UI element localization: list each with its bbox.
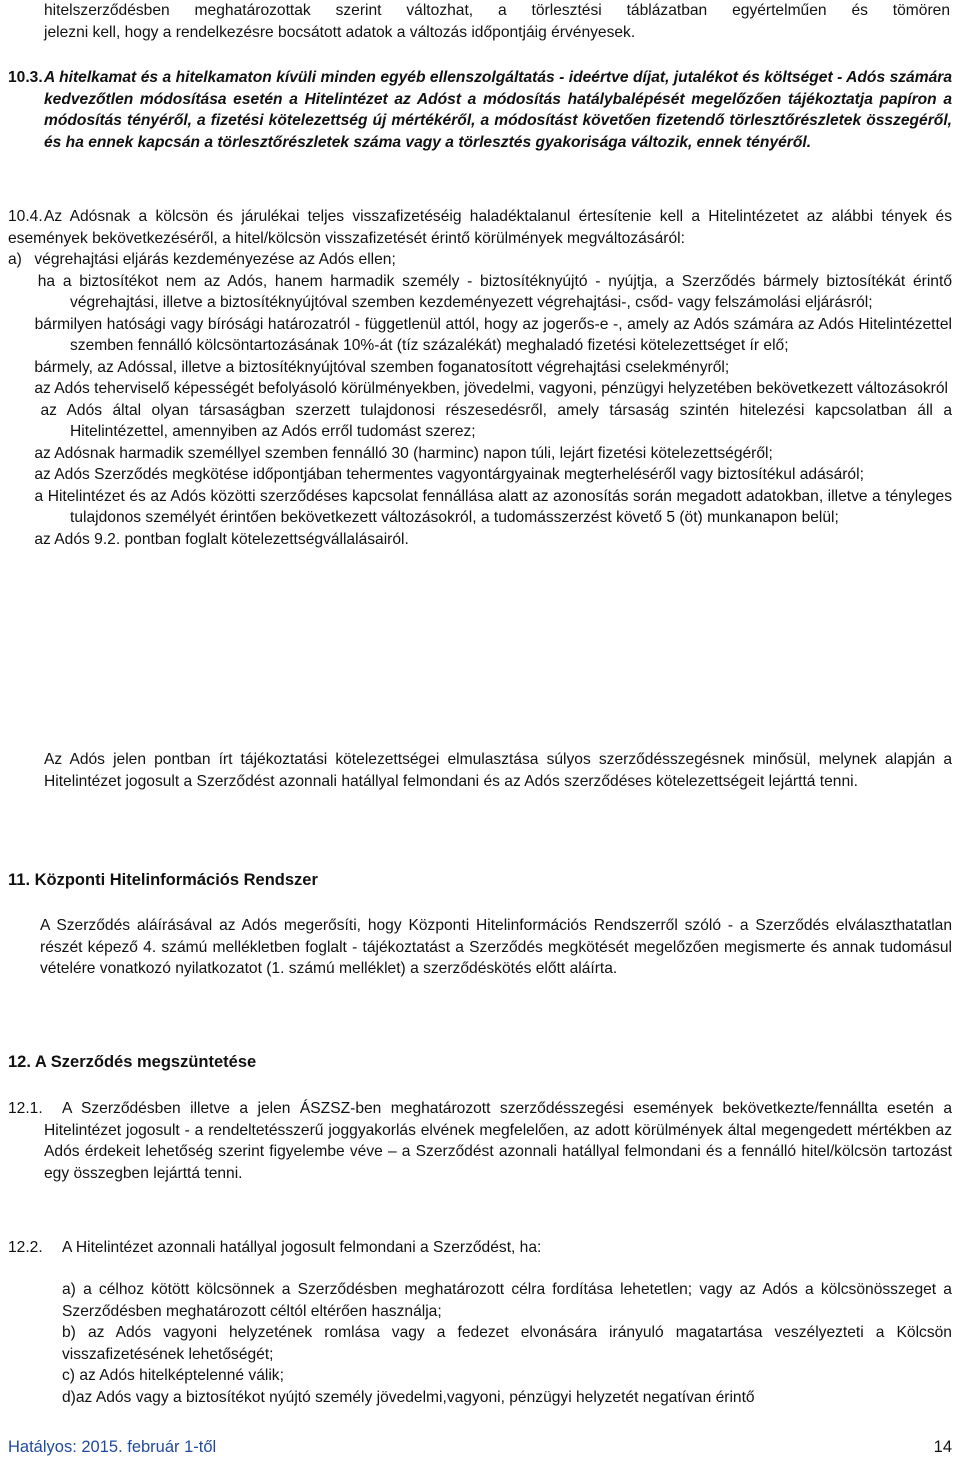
section-number: 12.1. (8, 1100, 43, 1117)
section-text: A Hitelintézet azonnali hatállyal jogosult felmondani a Szerződést, ha: (62, 1239, 542, 1256)
list-item: bármilyen hatósági vagy bírósági határozatról - függetlenül attól, hogy az jogerős-e -, amely az Adós számára az Adós Hitelintézettel szemben fennálló kölcsöntartozásának 10%-át (tíz százalékát) meghaladó fizetési kötelezettséget ír elő; (34, 315, 952, 354)
section-11-heading: 11. Központi Hitelinformációs Rendszer (8, 871, 318, 889)
list-item: b) az Adós vagyoni helyzetének romlása vagy a fedezet elvonására irányuló magatartása veszélyezteti a Kölcsön visszafizetésének lehetőségét; (62, 1324, 952, 1363)
termination-list (62, 1279, 952, 1408)
list-item: az Adósnak harmadik személlyel szemben fennálló 30 (harminc) napon túli, lejárt fizetési kötelezettségéről; (34, 444, 773, 462)
list-item: bármely, az Adóssal, illetve a biztosítéknyújtóval szemben foganatosított végrehajtási cselekményről; (34, 358, 730, 376)
top-line-2: jelezni kell, hogy a rendelkezésre bocsátott adatok a változás időpontjáig érvényesek. (44, 23, 636, 41)
list-item: a) a célhoz kötött kölcsönnek a Szerződésben meghatározott célra fordítása lehetetlen; vagy az Adós a kölcsönösszeget a Szerződésben meghatározott céltól eltérően használja; (62, 1281, 952, 1320)
section-text: A hitelkamat és a hitelkamaton kívüli minden egyéb ellenszolgáltatás - ideértve díjat, jutalékot és költséget - Adós számára kedvezőtlen módosítása esetén a Hitelintézet az Adóst a módosítás hatálybalépését megelőzően tájékoztatja papíron a módosítás tényéről, a fizetési kötelezettség új mértékéről, a módosítást követően fizetendő törlesztőrészletek összegéről, és ha ennek kapcsán a törlesztőrészletek száma vagy a törlesztés gyakorisága változik, ennek tényéről. (44, 69, 952, 151)
obligation-list (8, 249, 952, 550)
section-number: 12.2. (8, 1239, 43, 1256)
page-number: 14 (933, 1438, 952, 1456)
effective-date: Hatályos: 2015. február 1-től (8, 1438, 217, 1456)
list-item: ha a biztosítékot nem az Adós, hanem harmadik személy - biztosítéknyújtó - nyújtja, a Szerződés bármely biztosítékát érintő végrehajtási, illetve a biztosítéknyújtóval szemben kezdeményezett végrehajtási-, csőd- vagy felszámolási eljárásról; (37, 272, 952, 311)
list-item: az Adós Szerződés megkötése időpontjában tehermentes vagyontárgyainak megterheléséről vagy biztosítékul adásáról; (34, 466, 864, 483)
list-item: d)az Adós vagy a biztosítékot nyújtó személy jövedelmi,vagyoni, pénzügyi helyzetét negatívan érintő (62, 1388, 755, 1406)
section-10-3 (8, 67, 952, 153)
list-item: a) végrehajtási eljárás kezdeményezése az Adós ellen; (8, 251, 396, 268)
section-12-1 (8, 1098, 952, 1184)
list-item: az Adós 9.2. pontban foglalt kötelezettségvállalásairól. (34, 530, 409, 548)
section-intro: Az Adósnak a kölcsön és járulékai teljes visszafizetéséig haladéktalanul értesítenie kell a Hitelintézetet az alábbi tények és események bekövetkezéséről, a hitel/kölcsön visszafizetését érintő körülmények megváltozásáról: (8, 208, 952, 247)
section-12-heading: 12. A Szerződés megszüntetése (8, 1053, 257, 1071)
section-10-4 (8, 206, 952, 550)
section-text: A Szerződésben illetve a jelen ÁSZSZ-ben meghatározott szerződésszegési események bekövetkezte/fennállta esetén a Hitelintézet jogosult - a rendeltetésszerű joggyakorlás elvének megfelelően, az adott körülmények által megengedett mértékben az Adós érdekeit lehetőség szerint figyelembe véve – a Szerződést azonnali hatállyal felmondani és a fennálló hitel/kölcsön tartozást egy összegben lejárttá tenni. (44, 1100, 952, 1182)
page-footer (8, 1437, 952, 1459)
list-item: az Adós teherviselő képességét befolyásoló körülményekben, jövedelmi, vagyoni, pénzügyi helyzetében bekövetkezett változásokról (34, 380, 948, 397)
top-line-1: hitelszerződésben meghatározottak szerint változhat, a törlesztési táblázatban egyértelműen és tömören (44, 2, 950, 19)
top-paragraph (44, 0, 950, 43)
list-item: a Hitelintézet és az Adós közötti szerződéses kapcsolat fennállása alatt az azonosítás során megadott adatokban, illetve a tényleges tulajdonos személyét érintően bekövetkezett változásokról, a tudomásszerzést követő 5 (öt) munkanapon belül; (34, 487, 952, 526)
list-item: c) az Adós hitelképtelenné válik; (62, 1367, 284, 1384)
list-item: az Adós által olyan társaságban szerzett tulajdonosi részesedésről, amely társaság szintén hitelezési kapcsolatban áll a Hitelintézettel, amennyiben az Adós erről tudomást szerez; (40, 401, 952, 440)
section-number: 10.4. (8, 208, 43, 225)
section-number: 10.3. (8, 69, 43, 86)
section-11-text: A Szerződés aláírásával az Adós megerősíti, hogy Központi Hitelinformációs Rendszerről szóló - a Szerződés elválaszthatatlan részét képező 4. számú mellékletben foglalt - tájékoztatást a Szerződés megkötését megelőzően megismerte és annak tudomásul vételére vonatkozó nyilatkozatot (1. számú melléklet) a szerződéskötés előtt aláírta. (40, 917, 952, 977)
section-10-4-closing: Az Adós jelen pontban írt tájékoztatási kötelezettségei elmulasztása súlyos szerződésszegésnek minősül, melynek alapján a Hitelintézet jogosult a Szerződést azonnali hatállyal felmondani és az Adós szerződéses kötelezettségeit lejárttá tenni. (44, 751, 952, 790)
section-12-2 (8, 1237, 952, 1259)
